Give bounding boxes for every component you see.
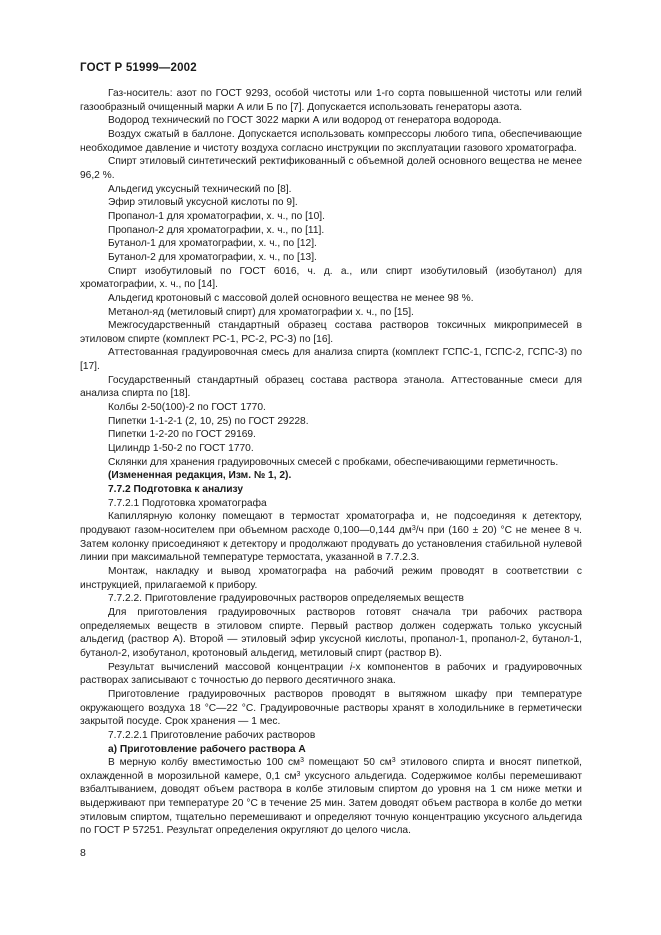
paragraph: Пропанол-2 для хроматографии, х. ч., по [11].	[108, 224, 325, 236]
paragraph: Приготовление градуировочных растворов проводят в вытяжном шкафу при температуре окружающего воздуха 18 °С—22 °С. Градуировочные растворы хранят в холодильнике в герметически закрытой посуде. Срок хранения — 1 мес.	[80, 688, 582, 728]
paragraph: Альдегид уксусный технический по [8].	[108, 183, 292, 195]
paragraph: Спирт этиловый синтетический ректификованный с объемной долей основного вещества не менее 96,2 %.	[80, 156, 582, 181]
paragraph: Склянки для хранения градуировочных смесей с пробками, обеспечивающими герметичность.	[108, 456, 559, 468]
paragraph: Межгосударственный стандартный образец состава растворов токсичных микропримесей в этиловом спирте (комплект РС-1, РС-2, РС-3) по [16].	[80, 320, 582, 345]
superscript: 3	[296, 770, 301, 778]
paragraph: Спирт изобутиловый по ГОСТ 6016, ч. д. а., или спирт изобутиловый (изобутанол) для хроматографии, х. ч., по [14].	[80, 265, 582, 291]
superscript: 3	[411, 525, 416, 532]
paragraph: Для приготовления градуировочных растворов готовят сначала три рабочих раствора определяемых веществ в этиловом спирте. Первый раствор должен содержать только уксусный альдегид (раствор А). Второй — этиловый эфир уксусной кислоты, пропанол-1, пропанол-2, бутанол-1, бутанол-2, изобутанол, кротоновый альдегид, метиловый спирт (раствор В).	[80, 606, 582, 659]
paragraph: Колбы 2-50(100)-2 по ГОСТ 1770.	[108, 402, 266, 414]
paragraph: Воздух сжатый в баллоне. Допускается использовать компрессоры любого типа, обеспечивающие необходимое давление и чистоту воздуха согласно инструкции по эксплуатации газового хроматографа.	[80, 128, 582, 154]
text-run: этилового спирта и вносят пипеткой, охлажденной в морозильной камере, 0,1 см	[80, 757, 582, 782]
paragraph: Пипетки 1-1-2-1 (2, 10, 25) по ГОСТ 29228.	[108, 415, 309, 427]
paragraph: Эфир этиловый уксусной кислоты по 9].	[108, 197, 298, 209]
amendment-note: (Измененная редакция, Изм. № 1, 2).	[108, 470, 292, 482]
page-number: 8	[80, 847, 86, 859]
paragraph: Альдегид кротоновый с массовой долей основного вещества не менее 98 %.	[108, 292, 474, 304]
text-run: помещают 50 см	[303, 757, 392, 769]
paragraph: Водород технический по ГОСТ 3022 марки А или водород от генератора водорода.	[108, 115, 502, 127]
paragraph	[80, 661, 582, 688]
paragraph: Газ-носитель: азот по ГОСТ 9293, особой чистоты или 1-го сорта повышенной чистоты или гелий газообразный очищенный марки А или Б по [7]. Допускается использовать генераторы азота.	[80, 88, 582, 113]
paragraph: Государственный стандартный образец состава раствора этанола. Аттестованные смеси для анализа спирта по [18].	[80, 374, 582, 400]
section-heading: 7.7.2 Подготовка к анализу	[108, 484, 244, 496]
superscript: 3	[300, 757, 304, 765]
subsection-heading: 7.7.2.2.1 Приготовление рабочих растворов	[108, 729, 316, 741]
text-run: /ч при (160 ± 20) °С не менее 8 ч. Затем колонку присоединяют к детектору и продолжают продувать до установления стабильной нулевой линии при максимальной температуре термостата, указанной в 7.7.2.3.	[80, 525, 582, 564]
text-run: уксусного альдегида. Содержимое колбы перемешивают взбалтыванием, доводят объем раствора в колбе этиловым спиртом до уровня на 1 см ниже метки и выдерживают при температуре 20 °С в течение 25 мин. Затем доводят объем раствора в колбе до метки этиловым спиртом, тщательно перемешивают и определяют точную концентрацию уксусного альдегида по ГОСТ Р 57251. Результат определения округляют до целого числа.	[80, 770, 582, 837]
paragraph: Пипетки 1-2-20 по ГОСТ 29169.	[108, 429, 256, 441]
paragraph: Метанол-яд (метиловый спирт) для хроматографии х. ч., по [15].	[108, 306, 414, 318]
superscript: 3	[391, 757, 396, 765]
subsection-heading: 7.7.2.2. Приготовление градуировочных растворов определяемых веществ	[108, 593, 464, 605]
paragraph: Аттестованная градуировочная смесь для анализа спирта (комплект ГСПС-1, ГСПС-2, ГСПС-3) по [17].	[80, 347, 582, 373]
document-header: ГОСТ Р 51999—2002	[80, 62, 197, 74]
text-run: Капиллярную колонку помещают в термостат хроматографа и, не подсоединяя к детектору, продувают газом-носителем при объемном расходе 0,100—0,144 дм	[80, 511, 582, 536]
text-run: Результат вычислений массовой концентрации	[108, 661, 350, 673]
italic-symbol: i	[349, 661, 353, 673]
paragraph: Бутанол-2 для хроматографии, х. ч., по [13].	[108, 251, 317, 263]
subsection-heading: 7.7.2.1 Подготовка хроматографа	[108, 497, 267, 509]
paragraph	[80, 756, 582, 838]
text-run: В мерную колбу вместимостью 100 см	[108, 757, 301, 769]
paragraph: Пропанол-1 для хроматографии, х. ч., по [10].	[108, 210, 325, 222]
paragraph: Бутанол-1 для хроматографии, х. ч., по [12].	[108, 238, 317, 250]
paragraph: Цилиндр 1-50-2 по ГОСТ 1770.	[108, 443, 254, 455]
item-heading: а) Приготовление рабочего раствора А	[108, 743, 306, 755]
paragraph: Монтаж, накладку и вывод хроматографа на рабочий режим проводят в соответствии с инструкцией, прилагаемой к прибору.	[80, 565, 582, 591]
text-run: -х компонентов в рабочих и градуировочных растворах записывают с точностью до первого десятичного знака.	[80, 661, 582, 687]
paragraph	[80, 510, 582, 565]
document-body	[80, 87, 582, 838]
